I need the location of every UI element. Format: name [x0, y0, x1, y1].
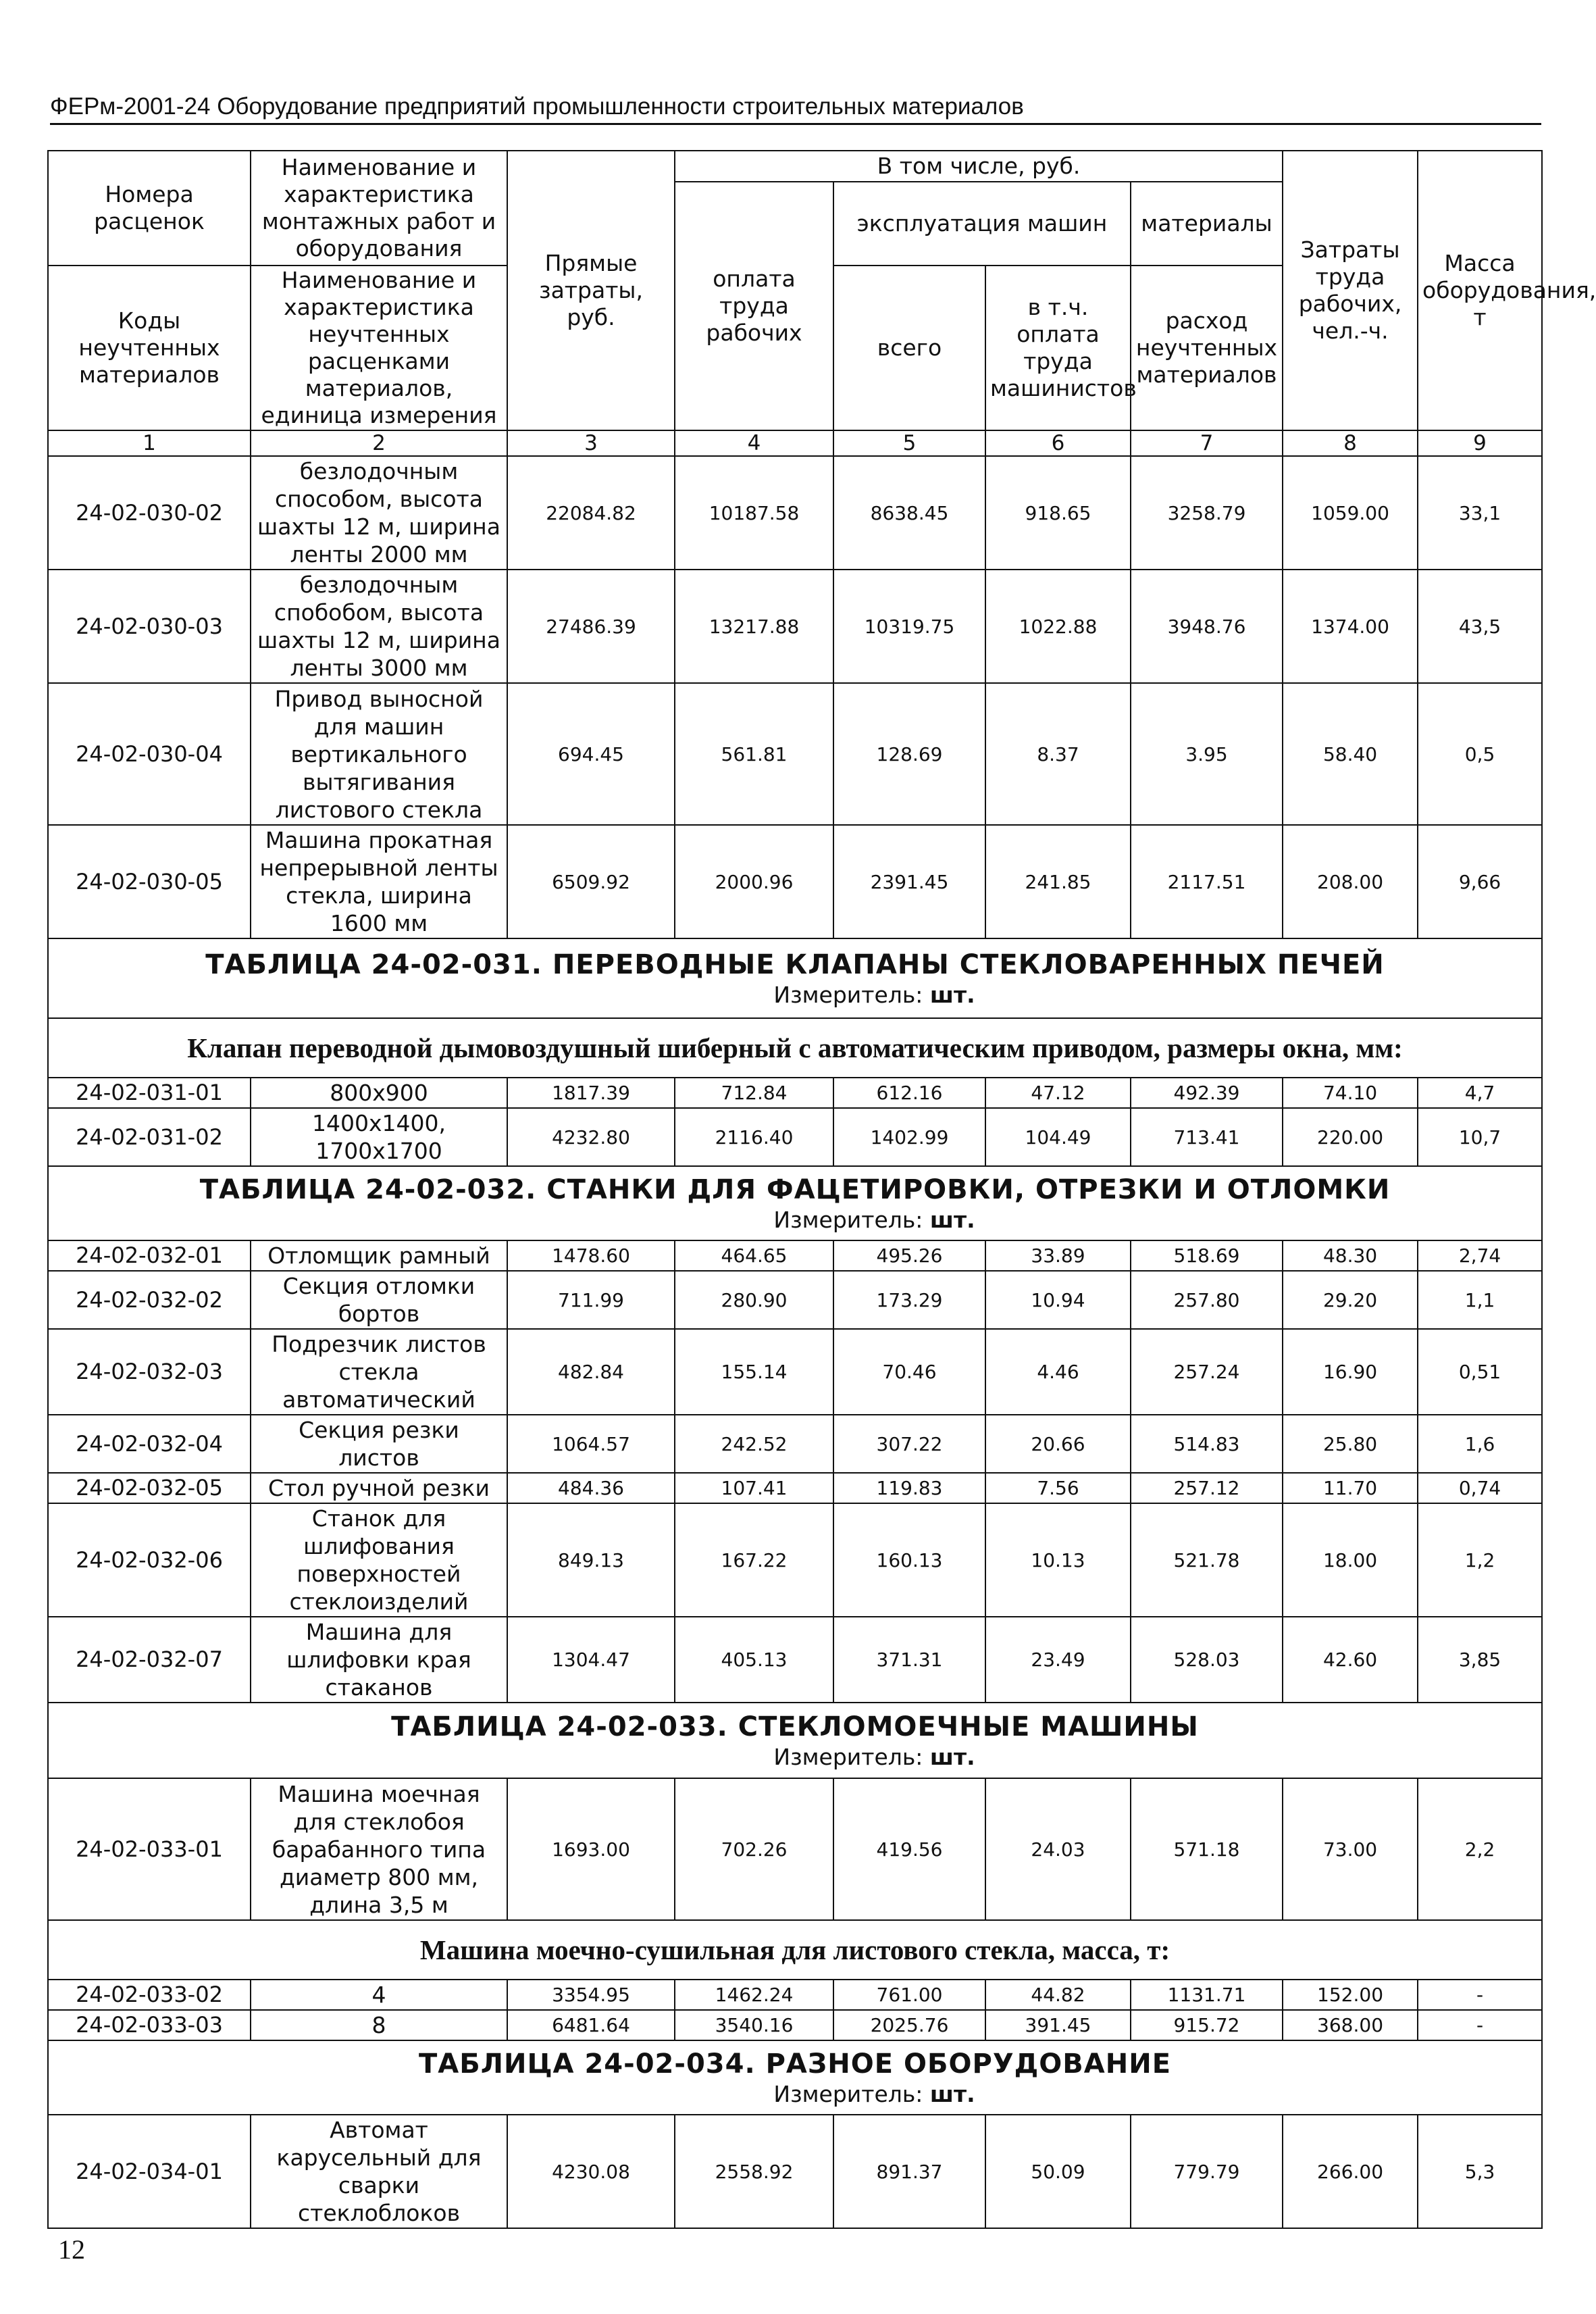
rate-code: 24-02-034-01	[48, 2115, 251, 2228]
table-row	[48, 1078, 1542, 1108]
labor-pay: 107.41	[675, 1473, 833, 1503]
labor-pay: 155.14	[675, 1329, 833, 1415]
machines-total: 612.16	[833, 1078, 985, 1108]
direct-cost: 711.99	[507, 1271, 675, 1329]
col-number: 1	[48, 430, 251, 456]
machines-total: 8638.45	[833, 456, 985, 570]
col-header-name-top: Наименование и характеристика монтажных работ и оборудования	[251, 151, 507, 266]
machines-total: 70.46	[833, 1329, 985, 1415]
rate-name: Стол ручной резки	[251, 1473, 507, 1503]
labor-hours: 368.00	[1283, 2010, 1418, 2040]
meter-line	[53, 2081, 1537, 2108]
machines-labor: 44.82	[985, 1980, 1131, 2010]
rate-code: 24-02-030-02	[48, 456, 251, 570]
equipment-mass: 1,6	[1418, 1415, 1542, 1473]
direct-cost: 484.36	[507, 1473, 675, 1503]
section-033	[48, 1703, 1542, 1778]
rate-name: 8	[251, 2010, 507, 2040]
meter-line	[53, 1207, 1537, 1234]
machines-labor: 10.94	[985, 1271, 1131, 1329]
machines-total: 371.31	[833, 1617, 985, 1703]
materials-cost: 571.18	[1131, 1778, 1283, 1920]
col-number: 4	[675, 430, 833, 456]
equipment-mass: -	[1418, 2010, 1542, 2040]
rate-code: 24-02-033-03	[48, 2010, 251, 2040]
machines-total: 761.00	[833, 1980, 985, 2010]
machines-labor: 104.49	[985, 1108, 1131, 1166]
labor-pay: 2558.92	[675, 2115, 833, 2228]
rate-name: Машина моечная для стеклобоя барабанного типа диаметр 800 мм, длина 3,5 м	[251, 1778, 507, 1920]
rate-code: 24-02-032-02	[48, 1271, 251, 1329]
rate-code: 24-02-032-01	[48, 1240, 251, 1271]
materials-cost: 779.79	[1131, 2115, 1283, 2228]
col-header-labor-pay: оплата труда рабочих	[675, 182, 833, 430]
equipment-mass: 0,74	[1418, 1473, 1542, 1503]
rate-code: 24-02-032-07	[48, 1617, 251, 1703]
labor-hours: 29.20	[1283, 1271, 1418, 1329]
rate-name: Секция отломки бортов	[251, 1271, 507, 1329]
equipment-mass: 0,5	[1418, 683, 1542, 825]
col-header-labor-hours: Затраты труда рабочих, чел.-ч.	[1283, 151, 1418, 430]
group-subtitle: Клапан переводной дымовоздушный шиберный с автоматическим приводом, размеры окна, мм:	[48, 1018, 1542, 1078]
direct-cost: 4232.80	[507, 1108, 675, 1166]
equipment-mass: 0,51	[1418, 1329, 1542, 1415]
labor-hours: 11.70	[1283, 1473, 1418, 1503]
direct-cost: 6481.64	[507, 2010, 675, 2040]
col-number: 2	[251, 430, 507, 456]
table-row	[48, 1240, 1542, 1271]
rate-name: Станок для шлифования поверхностей стеклоизделий	[251, 1503, 507, 1617]
table-row	[48, 1271, 1542, 1329]
col-number: 9	[1418, 430, 1542, 456]
equipment-mass: 1,1	[1418, 1271, 1542, 1329]
labor-pay: 1462.24	[675, 1980, 833, 2010]
equipment-mass: 43,5	[1418, 570, 1542, 683]
meter-unit: шт.	[929, 1744, 975, 1770]
table-row	[48, 2115, 1542, 2228]
machines-total: 495.26	[833, 1240, 985, 1271]
labor-hours: 25.80	[1283, 1415, 1418, 1473]
rate-name: Привод выносной для машин вертикального вытягивания листового стекла	[251, 683, 507, 825]
materials-cost: 3.95	[1131, 683, 1283, 825]
table-row	[48, 1778, 1542, 1920]
materials-cost: 257.12	[1131, 1473, 1283, 1503]
equipment-mass: -	[1418, 1980, 1542, 2010]
table-row	[48, 1473, 1542, 1503]
col-header-materials-unaccounted: расход неучтенных материалов	[1131, 266, 1283, 430]
labor-pay: 242.52	[675, 1415, 833, 1473]
direct-cost: 1064.57	[507, 1415, 675, 1473]
meter-unit: шт.	[929, 2081, 975, 2107]
col-header-machines: эксплуатация машин	[833, 182, 1131, 266]
machines-total: 419.56	[833, 1778, 985, 1920]
machines-total: 173.29	[833, 1271, 985, 1329]
section-032	[48, 1166, 1542, 1240]
materials-cost: 521.78	[1131, 1503, 1283, 1617]
section-title: ТАБЛИЦА 24-02-031. ПЕРЕВОДНЫЕ КЛАПАНЫ СТЕКЛОВАРЕННЫХ ПЕЧЕЙ	[205, 949, 1385, 980]
direct-cost: 1817.39	[507, 1078, 675, 1108]
equipment-mass: 33,1	[1418, 456, 1542, 570]
direct-cost: 1693.00	[507, 1778, 675, 1920]
table-row	[48, 1617, 1542, 1703]
col-number: 3	[507, 430, 675, 456]
machines-labor: 10.13	[985, 1503, 1131, 1617]
table-row	[48, 825, 1542, 938]
materials-cost: 257.80	[1131, 1271, 1283, 1329]
rate-name: Секция резки листов	[251, 1415, 507, 1473]
labor-hours: 208.00	[1283, 825, 1418, 938]
col-header-name-bottom: Наименование и характеристика неучтенных расценками материалов, единица измерения	[251, 266, 507, 430]
direct-cost: 694.45	[507, 683, 675, 825]
meter-label: Измеритель:	[773, 982, 923, 1008]
materials-cost: 514.83	[1131, 1415, 1283, 1473]
rate-code: 24-02-030-04	[48, 683, 251, 825]
col-number: 6	[985, 430, 1131, 456]
labor-hours: 48.30	[1283, 1240, 1418, 1271]
rate-name: Машина прокатная непрерывной ленты стекла, ширина 1600 мм	[251, 825, 507, 938]
materials-cost: 257.24	[1131, 1329, 1283, 1415]
labor-hours: 220.00	[1283, 1108, 1418, 1166]
materials-cost: 2117.51	[1131, 825, 1283, 938]
labor-pay: 167.22	[675, 1503, 833, 1617]
machines-total: 2391.45	[833, 825, 985, 938]
materials-cost: 1131.71	[1131, 1980, 1283, 2010]
equipment-mass: 2,2	[1418, 1778, 1542, 1920]
labor-pay: 405.13	[675, 1617, 833, 1703]
labor-pay: 13217.88	[675, 570, 833, 683]
col-header-code-top: Номера расценок	[48, 151, 251, 266]
machines-labor: 1022.88	[985, 570, 1131, 683]
table-row	[48, 456, 1542, 570]
col-header-mass: Масса оборудования, т	[1418, 151, 1542, 430]
machines-total: 119.83	[833, 1473, 985, 1503]
section-title: ТАБЛИЦА 24-02-034. РАЗНОЕ ОБОРУДОВАНИЕ	[419, 2048, 1172, 2080]
machines-labor: 50.09	[985, 2115, 1131, 2228]
rate-code: 24-02-032-05	[48, 1473, 251, 1503]
table-row	[48, 2010, 1542, 2040]
machines-total: 1402.99	[833, 1108, 985, 1166]
direct-cost: 849.13	[507, 1503, 675, 1617]
rate-name: безлодочным спобобом, высота шахты 12 м, ширина ленты 3000 мм	[251, 570, 507, 683]
section-title: ТАБЛИЦА 24-02-032. СТАНКИ ДЛЯ ФАЦЕТИРОВКИ, ОТРЕЗКИ И ОТЛОМКИ	[199, 1174, 1391, 1205]
rate-code: 24-02-033-01	[48, 1778, 251, 1920]
col-number: 5	[833, 430, 985, 456]
meter-line	[53, 1744, 1537, 1771]
meter-label: Измеритель:	[773, 1207, 923, 1233]
col-header-including: В том числе, руб.	[675, 151, 1283, 182]
labor-hours: 266.00	[1283, 2115, 1418, 2228]
rate-code: 24-02-033-02	[48, 1980, 251, 2010]
direct-cost: 1478.60	[507, 1240, 675, 1271]
direct-cost: 6509.92	[507, 825, 675, 938]
labor-hours: 152.00	[1283, 1980, 1418, 2010]
meter-unit: шт.	[929, 982, 975, 1008]
materials-cost: 915.72	[1131, 2010, 1283, 2040]
rates-table	[47, 150, 1596, 2229]
materials-cost: 492.39	[1131, 1078, 1283, 1108]
machines-total: 10319.75	[833, 570, 985, 683]
rate-code: 24-02-031-02	[48, 1108, 251, 1166]
labor-hours: 1374.00	[1283, 570, 1418, 683]
machines-labor: 391.45	[985, 2010, 1131, 2040]
direct-cost: 482.84	[507, 1329, 675, 1415]
meter-label: Измеритель:	[773, 1744, 923, 1770]
section-title: ТАБЛИЦА 24-02-033. СТЕКЛОМОЕЧНЫЕ МАШИНЫ	[391, 1711, 1199, 1742]
machines-total: 128.69	[833, 683, 985, 825]
page-number: 12	[58, 2234, 85, 2265]
table-row	[48, 1503, 1542, 1617]
machines-labor: 7.56	[985, 1473, 1131, 1503]
page-header: ФЕРм-2001-24 Оборудование предприятий промышленности строительных материалов	[50, 92, 1541, 125]
section-031	[48, 938, 1542, 1018]
machines-labor: 241.85	[985, 825, 1131, 938]
equipment-mass: 10,7	[1418, 1108, 1542, 1166]
rate-code: 24-02-031-01	[48, 1078, 251, 1108]
labor-hours: 42.60	[1283, 1617, 1418, 1703]
machines-total: 160.13	[833, 1503, 985, 1617]
table-row	[48, 683, 1542, 825]
labor-pay: 702.26	[675, 1778, 833, 1920]
group-subtitle: Машина моечно-сушильная для листового стекла, масса, т:	[48, 1920, 1542, 1980]
machines-labor: 918.65	[985, 456, 1131, 570]
col-header-direct: Прямые затраты, руб.	[507, 151, 675, 430]
labor-pay: 464.65	[675, 1240, 833, 1271]
rate-name: безлодочным способом, высота шахты 12 м, ширина ленты 2000 мм	[251, 456, 507, 570]
col-number: 7	[1131, 430, 1283, 456]
col-number: 8	[1283, 430, 1418, 456]
equipment-mass: 5,3	[1418, 2115, 1542, 2228]
rate-name: 4	[251, 1980, 507, 2010]
rate-name: 1400x1400, 1700x1700	[251, 1108, 507, 1166]
equipment-mass: 3,85	[1418, 1617, 1542, 1703]
rate-code: 24-02-030-03	[48, 570, 251, 683]
direct-cost: 1304.47	[507, 1617, 675, 1703]
equipment-mass: 2,74	[1418, 1240, 1542, 1271]
machines-labor: 47.12	[985, 1078, 1131, 1108]
machines-total: 2025.76	[833, 2010, 985, 2040]
direct-cost: 27486.39	[507, 570, 675, 683]
rate-name: 800x900	[251, 1078, 507, 1108]
equipment-mass: 9,66	[1418, 825, 1542, 938]
equipment-mass: 4,7	[1418, 1078, 1542, 1108]
labor-hours: 16.90	[1283, 1329, 1418, 1415]
labor-pay: 3540.16	[675, 2010, 833, 2040]
labor-hours: 73.00	[1283, 1778, 1418, 1920]
labor-pay: 712.84	[675, 1078, 833, 1108]
rate-name: Подрезчик листов стекла автоматический	[251, 1329, 507, 1415]
machines-labor: 8.37	[985, 683, 1131, 825]
labor-pay: 2000.96	[675, 825, 833, 938]
rate-code: 24-02-032-03	[48, 1329, 251, 1415]
rate-name: Автомат карусельный для сварки стеклоблоков	[251, 2115, 507, 2228]
meter-line	[53, 982, 1537, 1009]
table-row	[48, 1108, 1542, 1166]
machines-labor: 24.03	[985, 1778, 1131, 1920]
rate-code: 24-02-032-06	[48, 1503, 251, 1617]
meter-unit: шт.	[929, 1207, 975, 1233]
direct-cost: 4230.08	[507, 2115, 675, 2228]
rate-name: Машина для шлифовки края стаканов	[251, 1617, 507, 1703]
machines-total: 891.37	[833, 2115, 985, 2228]
table-row	[48, 1329, 1542, 1415]
materials-cost: 518.69	[1131, 1240, 1283, 1271]
rate-code: 24-02-032-04	[48, 1415, 251, 1473]
col-header-machines-total: всего	[833, 266, 985, 430]
machines-labor: 4.46	[985, 1329, 1131, 1415]
machines-total: 307.22	[833, 1415, 985, 1473]
table-row	[48, 1980, 1542, 2010]
rate-code: 24-02-030-05	[48, 825, 251, 938]
machines-labor: 33.89	[985, 1240, 1131, 1271]
meter-label: Измеритель:	[773, 2081, 923, 2107]
rate-name: Отломщик рамный	[251, 1240, 507, 1271]
col-header-machines-labor: в т.ч. оплата труда машинистов	[985, 266, 1131, 430]
materials-cost: 3258.79	[1131, 456, 1283, 570]
equipment-mass: 1,2	[1418, 1503, 1542, 1617]
machines-labor: 23.49	[985, 1617, 1131, 1703]
labor-pay: 280.90	[675, 1271, 833, 1329]
direct-cost: 22084.82	[507, 456, 675, 570]
labor-hours: 18.00	[1283, 1503, 1418, 1617]
materials-cost: 713.41	[1131, 1108, 1283, 1166]
labor-pay: 561.81	[675, 683, 833, 825]
table-row	[48, 570, 1542, 683]
section-034	[48, 2040, 1542, 2115]
labor-hours: 74.10	[1283, 1078, 1418, 1108]
machines-labor: 20.66	[985, 1415, 1131, 1473]
table-row	[48, 1415, 1542, 1473]
labor-hours: 58.40	[1283, 683, 1418, 825]
col-header-code-bottom: Коды неучтенных материалов	[48, 266, 251, 430]
direct-cost: 3354.95	[507, 1980, 675, 2010]
labor-pay: 10187.58	[675, 456, 833, 570]
labor-hours: 1059.00	[1283, 456, 1418, 570]
col-header-materials: материалы	[1131, 182, 1283, 266]
materials-cost: 3948.76	[1131, 570, 1283, 683]
materials-cost: 528.03	[1131, 1617, 1283, 1703]
labor-pay: 2116.40	[675, 1108, 833, 1166]
